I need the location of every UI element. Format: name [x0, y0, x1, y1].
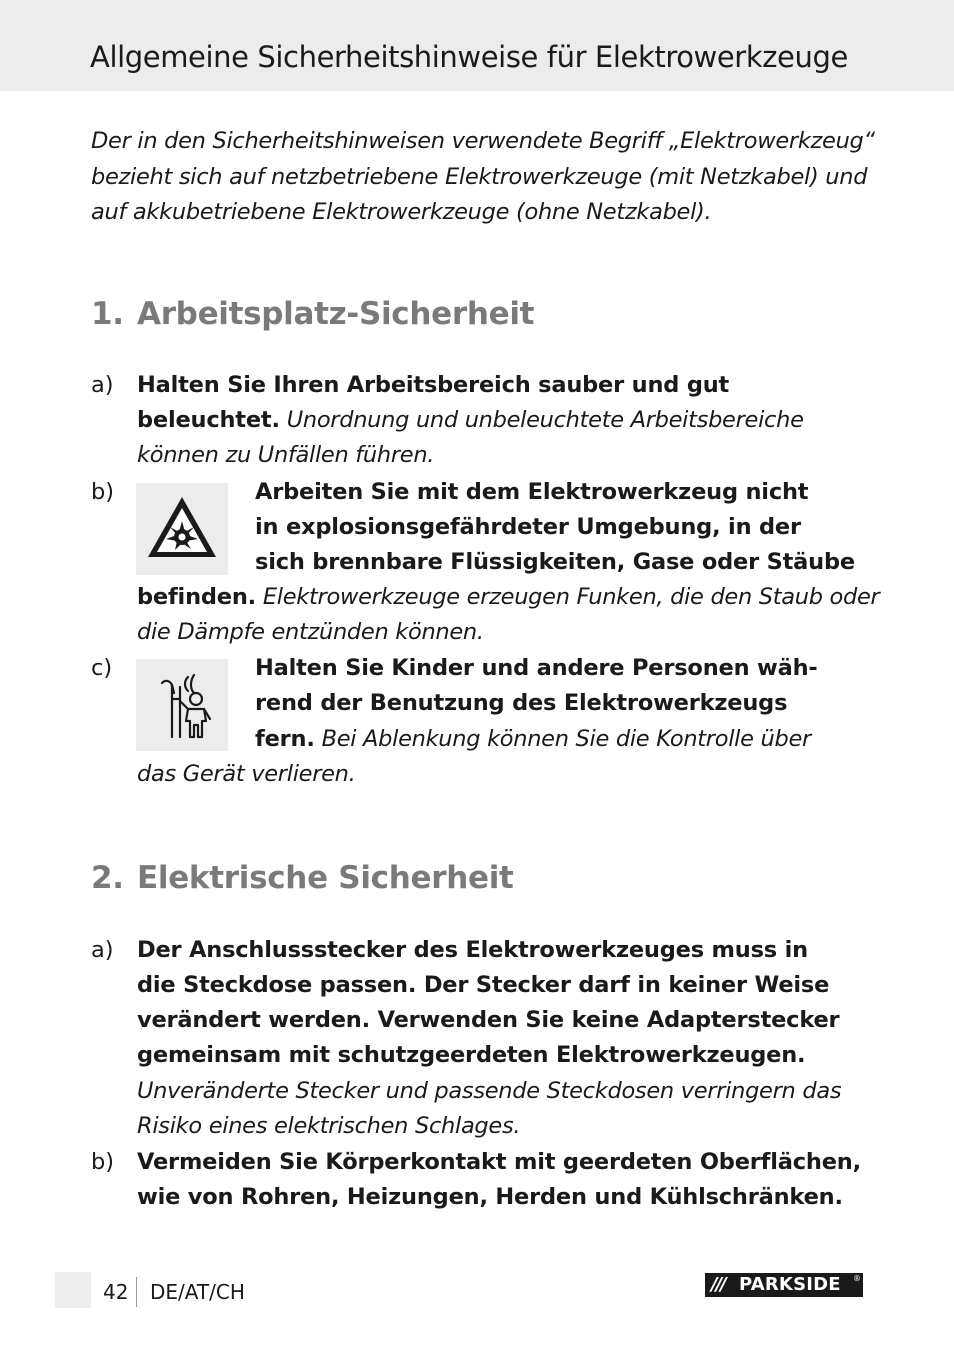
item-text-bold: gemeinsam mit schutzgeerdeten Elektrowerkzeugen. — [137, 1042, 806, 1068]
item-text-bold: in explosionsgefährdeter Umgebung, in der — [255, 514, 801, 540]
item-marker: a) — [91, 937, 114, 963]
item-text-italic: die Dämpfe entzünden können. — [137, 619, 484, 645]
explosive-hazard-icon — [136, 483, 228, 575]
logo-slashes: /// — [711, 1274, 725, 1295]
section-number: 2. — [91, 860, 124, 896]
item-text-line — [137, 584, 880, 610]
item-text-italic: Risiko eines elektrischen Schlages. — [137, 1113, 521, 1139]
item-marker: c) — [91, 655, 113, 681]
section-heading-electrical-safety — [91, 860, 514, 896]
item-text-bold: Der Anschlussstecker des Elektrowerkzeuges muss in — [137, 937, 808, 963]
item-text-italic: das Gerät verlieren. — [137, 761, 356, 787]
page-number: 42 — [103, 1280, 129, 1304]
section-title: Elektrische Sicherheit — [137, 860, 514, 896]
logo-registered-mark: ® — [853, 1274, 861, 1283]
item-text-bold: rend der Benutzung des Elektrowerkzeugs — [255, 690, 788, 716]
item-text-italic: Unordnung und unbeleuchtete Arbeitsbereiche — [279, 407, 804, 433]
item-marker: b) — [91, 479, 115, 505]
section-heading-workplace-safety — [91, 296, 534, 332]
section-number: 1. — [91, 296, 124, 332]
intro-line: bezieht sich auf netzbetriebene Elektrowerkzeuge (mit Netzkabel) und — [91, 163, 868, 190]
item-text-bold: fern. — [255, 726, 315, 752]
item-marker: b) — [91, 1149, 115, 1175]
keep-children-away-icon — [136, 659, 228, 751]
section-title: Arbeitsplatz-Sicherheit — [137, 296, 535, 332]
item-text-bold: verändert werden. Verwenden Sie keine Adapterstecker — [137, 1007, 840, 1033]
intro-paragraph — [91, 124, 891, 231]
item-text-bold: sich brennbare Flüssigkeiten, Gase oder Stäube — [255, 549, 855, 575]
logo-text: PARKSIDE — [739, 1274, 841, 1295]
item-text-bold: Arbeiten Sie mit dem Elektrowerkzeug nicht — [255, 479, 809, 505]
item-text-bold: Vermeiden Sie Körperkontakt mit geerdeten Oberflächen, — [137, 1149, 861, 1175]
page-title: Allgemeine Sicherheitshinweise für Elektrowerkzeuge — [90, 40, 848, 74]
item-text-bold: beleuchtet. — [137, 407, 280, 433]
item-text-line — [255, 726, 811, 752]
footer-tab — [55, 1272, 91, 1308]
footer-divider — [136, 1277, 137, 1307]
parkside-logo — [705, 1273, 863, 1297]
language-code: DE/AT/CH — [150, 1280, 245, 1304]
item-text-bold: wie von Rohren, Heizungen, Herden und Kühlschränken. — [137, 1184, 843, 1210]
item-text-italic: können zu Unfällen führen. — [137, 442, 435, 468]
intro-line: Der in den Sicherheitshinweisen verwendete Begriff „Elektrowerkzeug“ — [91, 128, 875, 154]
item-text-italic: Bei Ablenkung können Sie die Kontrolle über — [314, 726, 811, 752]
item-marker: a) — [91, 372, 114, 398]
intro-line: auf akkubetriebene Elektrowerkzeuge (ohne Netzkabel). — [91, 199, 712, 225]
item-text-italic: Elektrowerkzeuge erzeugen Funken, die den Staub oder — [256, 584, 880, 610]
item-text-bold: Halten Sie Ihren Arbeitsbereich sauber und gut — [137, 372, 730, 398]
item-text-line — [137, 407, 804, 433]
item-text-bold: Halten Sie Kinder und andere Personen wäh- — [255, 655, 818, 681]
item-text-bold: die Steckdose passen. Der Stecker darf in keiner Weise — [137, 972, 830, 998]
item-text-italic: Unveränderte Stecker und passende Steckdosen verringern das — [137, 1078, 842, 1104]
item-text-bold: befinden. — [137, 584, 257, 610]
